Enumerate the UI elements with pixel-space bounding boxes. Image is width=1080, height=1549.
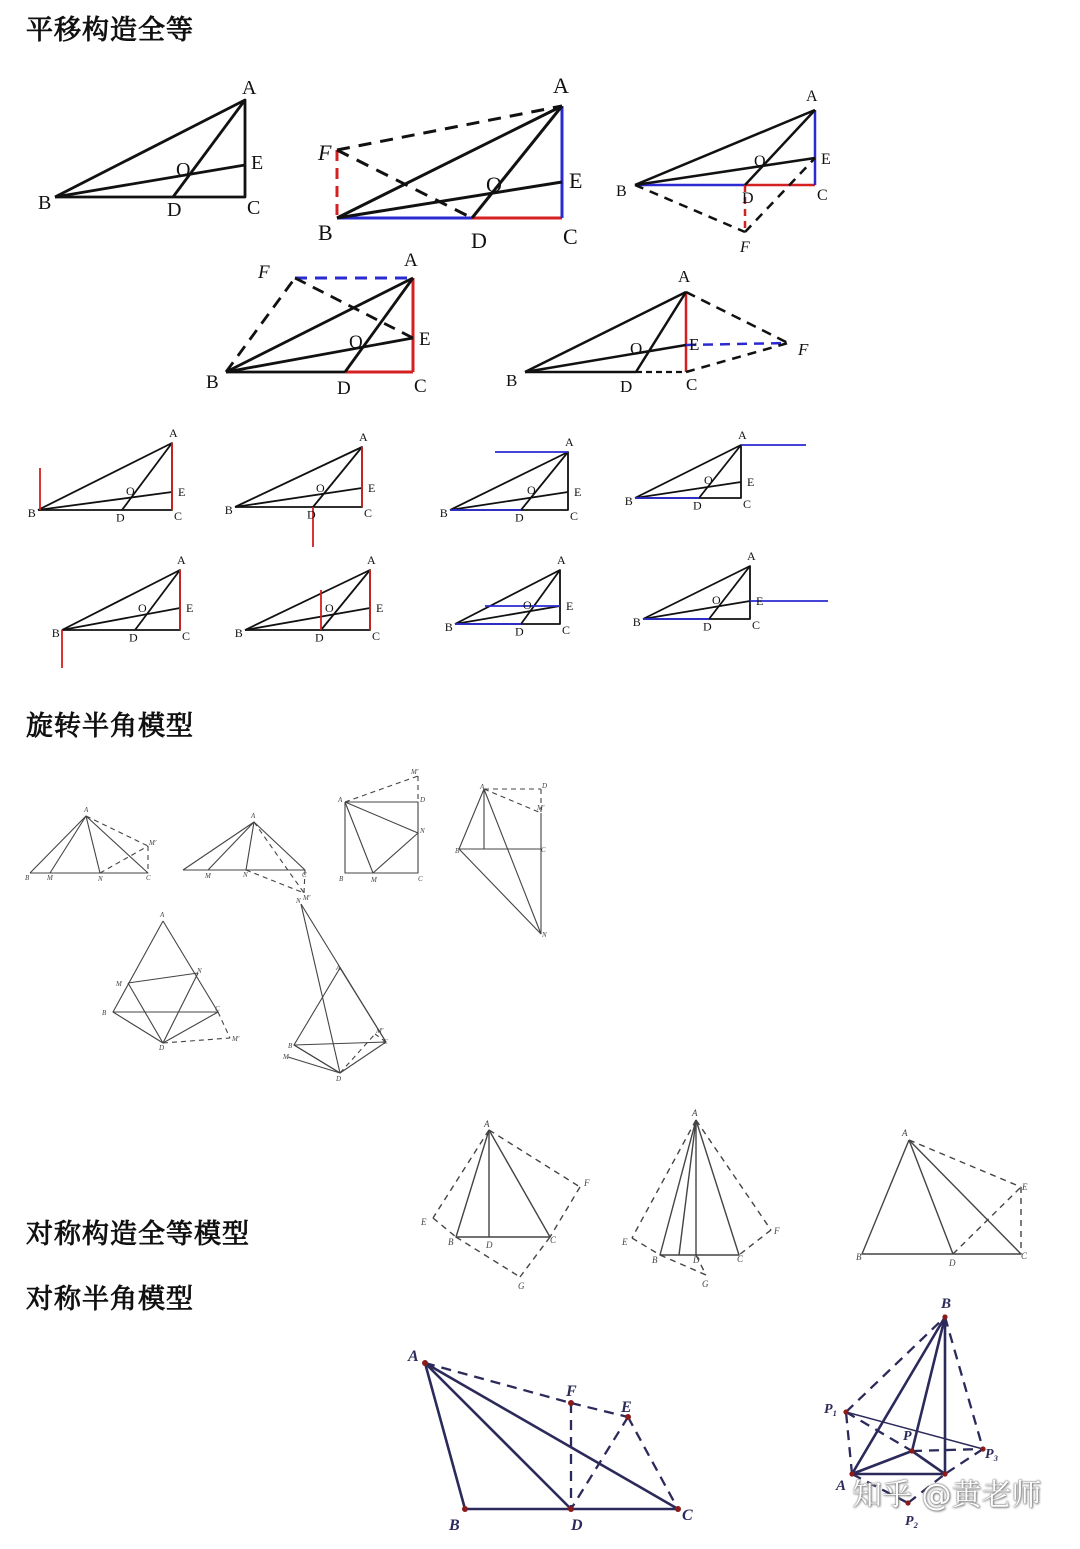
- point-label-O: O: [523, 598, 532, 612]
- line-segment: [288, 1057, 340, 1073]
- point-label-D: D: [571, 1517, 583, 1534]
- symmetry-half-angle-diagram-1: [407, 1348, 693, 1534]
- translation-variant-6: [235, 553, 384, 644]
- translation-variant-3: [440, 435, 582, 524]
- line-segment: [38, 443, 172, 510]
- point-label-M: M: [371, 876, 377, 884]
- line-segment: [696, 1120, 771, 1230]
- point-label-E: E: [376, 601, 384, 615]
- line-segment: [301, 904, 340, 1073]
- point-label-B: B: [234, 626, 243, 641]
- point-label-A: A: [902, 1128, 908, 1138]
- point-label-O: O: [126, 484, 135, 498]
- translation-variant-4: [625, 428, 806, 512]
- line-segment: [489, 1130, 580, 1187]
- point-label-M_prime: M': [303, 894, 311, 902]
- translation-diagram-2: [317, 73, 582, 253]
- point-label-M_prime: M': [411, 768, 419, 776]
- point-label-D: D: [693, 498, 702, 513]
- line-segment: [294, 968, 386, 1073]
- point-label-A: A: [738, 428, 747, 442]
- point-label-E: E: [821, 151, 831, 168]
- point-label-O: O: [176, 159, 191, 181]
- line-segment: [337, 106, 562, 150]
- point-label-C: C: [563, 224, 578, 249]
- point-label-D: D: [703, 619, 712, 634]
- line-segment: [321, 570, 370, 630]
- point-label-B: B: [444, 620, 453, 635]
- rotation-diagram-1: [25, 806, 157, 883]
- point-label-E: E: [569, 168, 583, 193]
- point-label-B: B: [616, 183, 627, 200]
- point-label-G: G: [518, 1281, 525, 1291]
- line-segment: [739, 1230, 771, 1255]
- point-label-E: E: [566, 599, 574, 613]
- point-label-D: D: [315, 630, 324, 645]
- point-label-E: E: [178, 485, 186, 499]
- line-segment: [86, 816, 148, 846]
- point-label-E: E: [622, 1237, 628, 1247]
- line-segment: [909, 1140, 953, 1254]
- line-segment: [433, 1130, 489, 1218]
- point-label-A: A: [169, 426, 178, 440]
- line-segment: [128, 973, 198, 983]
- line-segment: [62, 608, 180, 630]
- line-segment: [521, 570, 560, 624]
- point-label-O: O: [325, 601, 334, 615]
- symmetry-diagram-3: [856, 1128, 1028, 1268]
- point-label-A: A: [553, 73, 569, 98]
- point-label-D: D: [693, 1255, 700, 1265]
- point-label-O: O: [712, 593, 721, 607]
- point-label-A: A: [480, 783, 485, 791]
- point-label-D: D: [742, 190, 754, 207]
- line-segment: [679, 1120, 696, 1255]
- point-label-B: B: [941, 1296, 952, 1312]
- point-label-C: C: [182, 629, 191, 644]
- line-segment: [862, 1140, 1021, 1254]
- point-label-B: B: [652, 1255, 658, 1265]
- point-label-B: B: [224, 503, 233, 518]
- point-label-C: C: [383, 1038, 388, 1046]
- point-label-E: E: [747, 475, 755, 489]
- point-label-G: G: [702, 1279, 709, 1289]
- point-label-B: B: [339, 875, 344, 883]
- point-label-B: B: [856, 1252, 862, 1262]
- point-label-O: O: [349, 332, 363, 353]
- line-segment: [345, 802, 418, 873]
- point-label-D: D: [159, 1044, 165, 1052]
- translation-variant-2: [225, 430, 376, 547]
- point-label-C: C: [418, 875, 423, 883]
- point-label-N: N: [296, 897, 301, 905]
- line-segment: [525, 345, 686, 372]
- point-label-A: A: [367, 553, 376, 567]
- point-label-E: E: [689, 335, 700, 354]
- zhihu-watermark: 知乎 @黄老师: [852, 1478, 1042, 1513]
- point-label-C: C: [414, 376, 427, 397]
- point-label-D: D: [515, 510, 524, 525]
- point-label-O: O: [138, 601, 147, 615]
- line-segment: [635, 110, 815, 185]
- point-label-A: A: [338, 796, 343, 804]
- point-label-O: O: [486, 172, 502, 197]
- point-label-E: E: [186, 601, 194, 615]
- line-segment: [520, 1237, 550, 1277]
- point-label-F: F: [798, 340, 809, 359]
- point-label-M_prime: M': [376, 1027, 384, 1035]
- point-label-F: F: [258, 262, 270, 283]
- point-label-B: B: [38, 192, 52, 214]
- rotation-diagram-4: [455, 782, 547, 939]
- translation-heading: 平移构造全等: [26, 15, 194, 46]
- point-label-F: F: [566, 1383, 577, 1400]
- point-label-C: C: [570, 509, 579, 524]
- line-segment: [909, 1140, 1021, 1187]
- translation-variant-8: [633, 549, 828, 633]
- point-label-F: F: [318, 140, 332, 165]
- point-label-P: P: [903, 1429, 912, 1444]
- point-label-B: B: [318, 220, 333, 245]
- line-segment: [345, 278, 413, 372]
- line-segment: [846, 1317, 945, 1412]
- line-segment: [635, 158, 815, 185]
- point-label-A: A: [84, 806, 89, 814]
- line-segment: [846, 1412, 852, 1474]
- line-segment: [245, 608, 370, 630]
- point-label-D: D: [307, 507, 316, 522]
- rotation-diagram-3: [337, 768, 425, 884]
- point-label-B: B: [448, 1237, 454, 1247]
- point-label-N: N: [420, 827, 425, 835]
- point-label-A: A: [692, 1108, 698, 1118]
- line-segment: [226, 278, 295, 372]
- point-label-A: A: [336, 964, 341, 972]
- line-segment: [643, 601, 750, 619]
- point-label-P3: P₃: [985, 1447, 999, 1462]
- line-segment: [472, 106, 562, 218]
- rotation-diagram-5: [102, 911, 240, 1052]
- line-segment: [686, 343, 788, 345]
- point-label-D: D: [949, 1258, 956, 1268]
- line-segment: [459, 849, 541, 934]
- point-label-P2: P₂: [905, 1514, 919, 1529]
- point-label-C: C: [364, 506, 373, 521]
- rotation-diagram-2: [183, 812, 311, 902]
- point-label-E: E: [368, 481, 376, 495]
- point-label-O: O: [527, 483, 536, 497]
- line-segment: [643, 566, 750, 619]
- point-label-F: F: [584, 1178, 590, 1188]
- line-segment: [128, 983, 163, 1043]
- point-label-A: A: [747, 549, 756, 563]
- point-marker: [675, 1506, 681, 1512]
- line-segment: [163, 973, 198, 1043]
- rotation-diagram-6: [282, 897, 388, 1083]
- point-label-P1: P₁: [824, 1402, 838, 1417]
- line-segment: [38, 492, 172, 510]
- point-marker: [462, 1506, 468, 1512]
- line-segment: [173, 100, 245, 197]
- point-label-M: M: [47, 874, 53, 882]
- line-segment: [459, 789, 484, 849]
- line-segment: [912, 1449, 983, 1451]
- line-segment: [30, 816, 148, 873]
- point-label-C: C: [682, 1507, 693, 1524]
- line-segment: [425, 1363, 571, 1403]
- point-label-O: O: [316, 481, 325, 495]
- point-label-C: C: [686, 375, 698, 394]
- line-segment: [433, 1218, 456, 1237]
- point-label-M_prime: M': [537, 804, 545, 812]
- point-label-B: B: [25, 874, 30, 882]
- point-label-C: C: [541, 846, 546, 854]
- point-label-E: E: [621, 1399, 632, 1416]
- point-label-D: D: [620, 377, 633, 396]
- point-label-E: E: [574, 485, 582, 499]
- point-label-C: C: [737, 1254, 744, 1264]
- point-label-N: N: [98, 875, 103, 883]
- point-label-A: A: [160, 911, 165, 919]
- point-label-B: B: [632, 615, 641, 630]
- point-label-F: F: [774, 1226, 780, 1236]
- point-label-D: D: [515, 624, 524, 639]
- point-label-M: M: [283, 1053, 289, 1061]
- point-label-C: C: [743, 497, 752, 512]
- point-label-B: B: [102, 1009, 107, 1017]
- point-label-D: D: [486, 1240, 493, 1250]
- line-segment: [100, 846, 148, 873]
- point-label-C: C: [174, 509, 183, 524]
- point-label-C: C: [302, 871, 307, 879]
- line-segment: [571, 1417, 628, 1509]
- line-segment: [373, 833, 418, 873]
- point-label-C: C: [752, 618, 761, 633]
- point-label-O: O: [630, 339, 643, 358]
- translation-diagram-1: [38, 77, 263, 221]
- point-label-D: D: [337, 378, 351, 399]
- line-segment: [635, 185, 745, 232]
- line-segment: [425, 1363, 678, 1509]
- point-label-D: D: [116, 510, 125, 525]
- point-label-A: A: [557, 553, 566, 567]
- point-label-A: A: [806, 88, 818, 105]
- point-label-A: A: [404, 250, 418, 271]
- point-label-B: B: [288, 1042, 293, 1050]
- line-segment: [55, 100, 245, 197]
- translation-diagram-5: [506, 267, 809, 396]
- symmetry-diagram-1: [420, 1119, 590, 1291]
- line-segment: [571, 1403, 628, 1417]
- point-label-O: O: [704, 473, 713, 487]
- point-label-A: A: [408, 1348, 419, 1365]
- line-segment: [183, 822, 305, 870]
- point-label-F: F: [740, 239, 750, 256]
- line-segment: [218, 1012, 230, 1038]
- line-segment: [699, 445, 741, 498]
- point-label-B: B: [27, 506, 36, 521]
- point-label-B: B: [506, 371, 518, 390]
- point-label-C: C: [550, 1235, 557, 1245]
- point-label-A: A: [484, 1119, 490, 1129]
- point-label-C: C: [372, 629, 381, 644]
- point-label-E: E: [1022, 1182, 1028, 1192]
- line-segment: [313, 447, 362, 507]
- point-label-O: O: [754, 153, 766, 170]
- translation-variant-5: [52, 553, 194, 668]
- point-label-B: B: [51, 626, 60, 641]
- line-segment: [294, 1045, 340, 1073]
- line-segment: [745, 110, 815, 185]
- point-label-M: M: [116, 980, 122, 988]
- point-label-D: D: [471, 228, 487, 253]
- point-marker: [422, 1360, 428, 1366]
- line-segment: [550, 1187, 580, 1237]
- point-marker: [568, 1400, 574, 1406]
- point-label-C: C: [247, 197, 261, 219]
- line-segment: [632, 1238, 660, 1255]
- point-label-A: A: [242, 77, 257, 99]
- point-label-E: E: [251, 152, 264, 174]
- point-marker: [843, 1409, 848, 1414]
- point-label-N: N: [243, 871, 248, 879]
- translation-diagram-4: [206, 250, 431, 399]
- point-label-C: C: [146, 874, 151, 882]
- point-label-B: B: [624, 494, 633, 509]
- line-segment: [484, 789, 541, 934]
- symmetry-half-angle-heading: 对称半角模型: [26, 1284, 194, 1315]
- line-segment: [294, 1042, 386, 1045]
- point-label-A: A: [836, 1478, 847, 1494]
- point-label-A: A: [359, 430, 368, 444]
- point-label-C: C: [215, 1005, 220, 1013]
- line-segment: [86, 816, 100, 873]
- rotation-heading: 旋转半角模型: [26, 711, 194, 742]
- line-segment: [686, 292, 788, 343]
- line-segment: [345, 776, 418, 802]
- point-marker: [568, 1506, 574, 1512]
- point-label-D: D: [420, 796, 426, 804]
- line-segment: [50, 816, 86, 873]
- point-label-E: E: [419, 329, 431, 350]
- line-segment: [660, 1120, 739, 1255]
- point-label-B: B: [455, 847, 460, 855]
- point-label-C: C: [817, 187, 828, 204]
- point-label-A: A: [565, 435, 574, 449]
- line-segment: [632, 1120, 696, 1238]
- point-label-M_prime: M': [232, 1035, 240, 1043]
- line-segment: [226, 338, 413, 372]
- point-label-N: N: [542, 931, 547, 939]
- symmetry-diagram-2: [621, 1108, 780, 1289]
- point-label-D: D: [129, 630, 138, 645]
- line-segment: [135, 570, 180, 630]
- translation-diagram-3: [616, 88, 831, 256]
- point-label-D: D: [167, 199, 182, 221]
- point-label-B: B: [206, 372, 219, 393]
- point-label-C: C: [562, 623, 571, 638]
- line-segment: [62, 570, 180, 630]
- point-label-N: N: [197, 967, 202, 975]
- line-segment: [686, 343, 788, 372]
- point-label-E: E: [756, 594, 764, 608]
- translation-variant-1: [28, 426, 186, 524]
- line-segment: [254, 822, 304, 893]
- point-label-D: D: [542, 782, 548, 790]
- symmetry-heading: 对称构造全等模型: [26, 1219, 250, 1250]
- line-segment: [521, 452, 568, 510]
- point-label-B: B: [439, 506, 448, 521]
- point-marker: [942, 1314, 947, 1319]
- point-label-M: M: [205, 872, 211, 880]
- line-segment: [113, 921, 218, 1043]
- point-label-A: A: [177, 553, 186, 567]
- line-segment: [456, 1130, 550, 1237]
- point-marker: [909, 1448, 914, 1453]
- line-segment: [245, 570, 370, 630]
- point-label-D: D: [336, 1075, 342, 1083]
- point-label-C: C: [1021, 1251, 1028, 1261]
- line-segment: [122, 443, 172, 510]
- translation-variant-7: [445, 553, 574, 638]
- point-label-A: A: [678, 267, 691, 286]
- point-label-M_prime: M': [149, 839, 157, 847]
- point-label-B: B: [449, 1517, 460, 1534]
- line-segment: [945, 1317, 983, 1449]
- point-label-A: A: [251, 812, 256, 820]
- line-segment: [163, 1038, 230, 1043]
- point-label-E: E: [421, 1217, 427, 1227]
